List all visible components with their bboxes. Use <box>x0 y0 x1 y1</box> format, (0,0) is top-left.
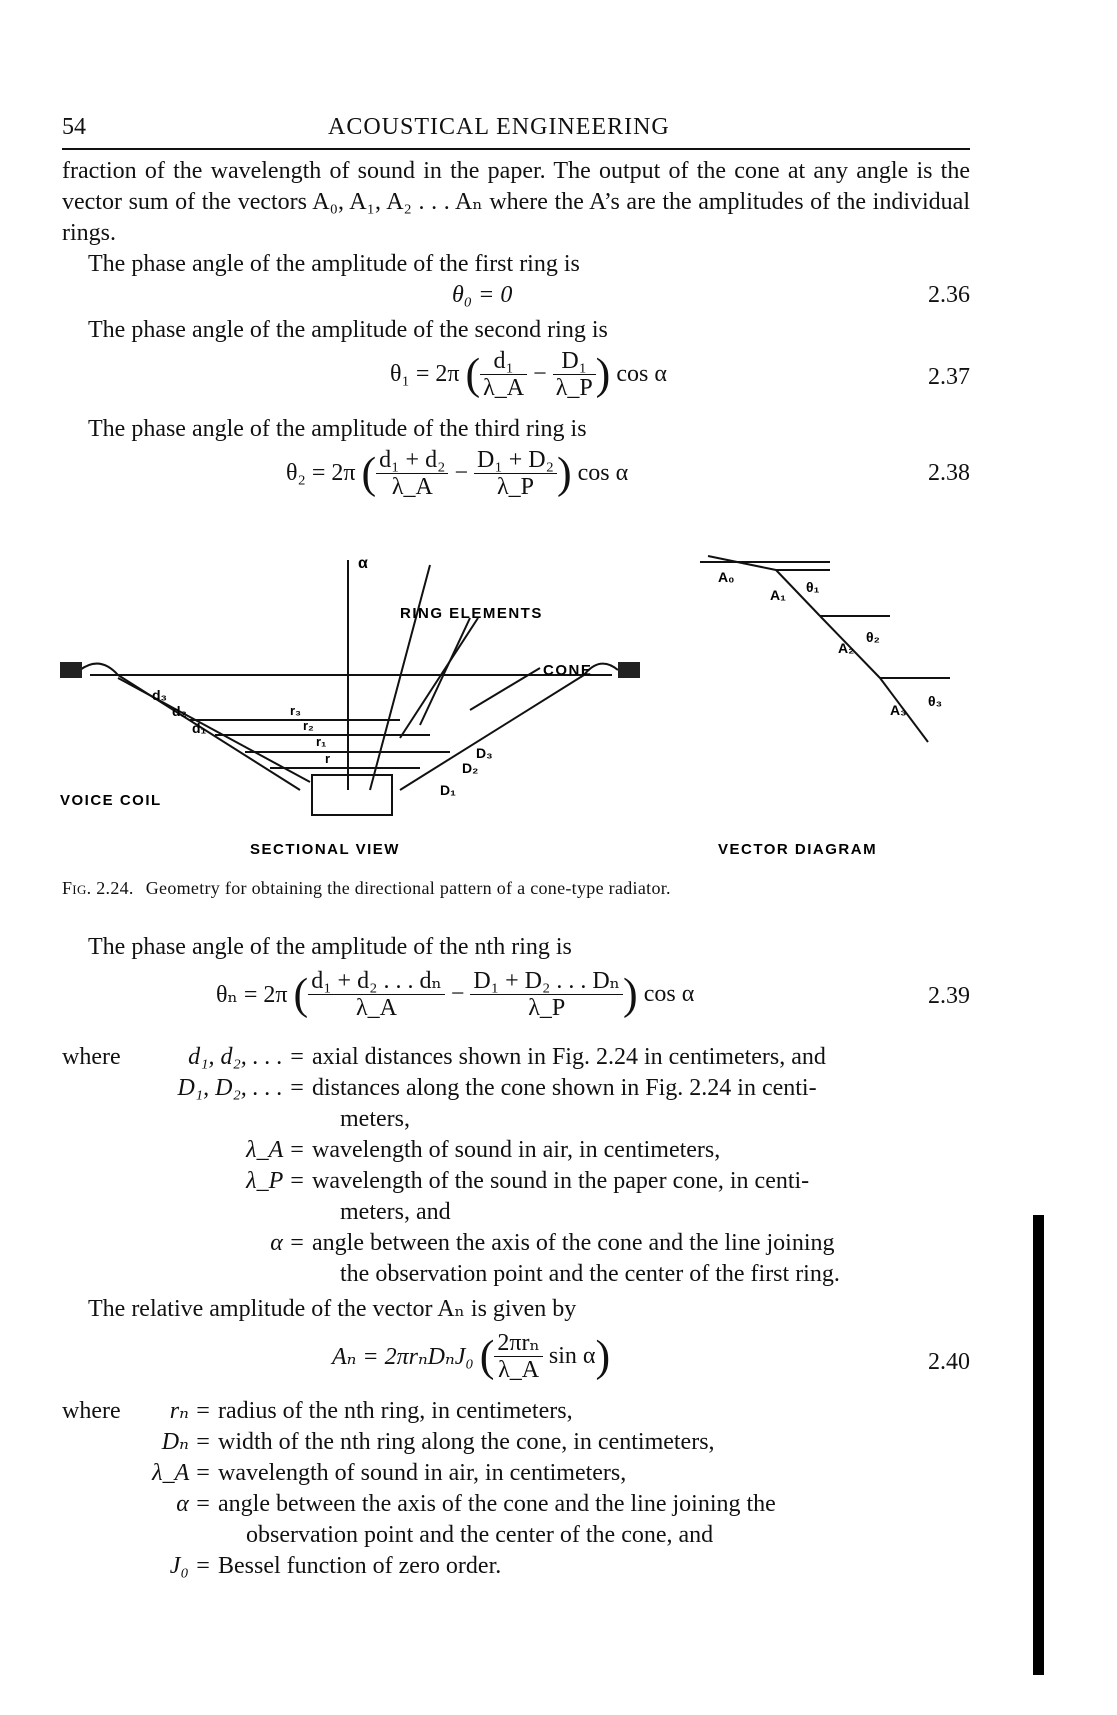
eq-frac-num: D₁ + D₂ <box>474 447 557 474</box>
eq-lhs: θₙ = 2π <box>216 982 288 1008</box>
eq-operator: − <box>533 361 547 387</box>
eq-frac-num: d₁ + d₂ <box>376 447 448 474</box>
D1-label: D₁ <box>440 782 456 798</box>
equation-number-2-40: 2.40 <box>928 1349 970 1375</box>
eq-frac-num: 2πrₙ <box>494 1330 543 1357</box>
definition-text: axial distances shown in Fig. 2.24 in centimeters, and <box>312 1044 826 1070</box>
paragraph-2: The phase angle of the amplitude of the first ring is <box>88 251 580 277</box>
paragraph-1: fraction of the wavelength of sound in the paper. The output of the cone at any angle is the vector sum of the vectors A₀, A₁, A₂ . . . Aₙ where the A’s are the amplitudes of the individual rings. <box>62 158 970 246</box>
caption-text: Geometry for obtaining the directional pattern of a cone-type radiator. <box>145 878 671 898</box>
frame-left <box>60 662 82 678</box>
eq-operator: − <box>454 460 468 486</box>
paragraph-3: The phase angle of the amplitude of the second ring is <box>88 317 608 343</box>
paragraph-4: The phase angle of the amplitude of the third ring is <box>88 416 587 442</box>
definition-text: distances along the cone shown in Fig. 2.24 in centi- <box>312 1075 817 1101</box>
definition-symbol: λ_P = <box>246 1168 305 1194</box>
definition-text: angle between the axis of the cone and the line joining the <box>218 1491 776 1517</box>
vector-diagram-label: VECTOR DIAGRAM <box>718 841 878 858</box>
definition-symbol: d₁, d₂, . . . = <box>188 1044 305 1070</box>
definition-text: angle between the axis of the cone and the line joining <box>312 1230 835 1256</box>
r-label: r <box>325 751 331 766</box>
definition-text: wavelength of sound in air, in centimeters, <box>218 1460 627 1486</box>
d2-label: d₂ <box>172 703 187 719</box>
definition-text: wavelength of the sound in the paper cone, in centi- <box>312 1168 810 1194</box>
voice-coil-label: VOICE COIL <box>60 792 162 809</box>
equation-number-2-38: 2.38 <box>928 460 970 486</box>
r3-label: r₃ <box>290 703 302 718</box>
left-surround <box>80 664 118 675</box>
definition-symbol: α = <box>176 1491 211 1517</box>
eq-frac-den: λ_A <box>356 995 397 1021</box>
definition-text: wavelength of sound in air, in centimeters, <box>312 1137 721 1163</box>
equation-2-36: θ₀ = 0 <box>452 282 513 308</box>
eq-tail: cos α <box>643 981 695 1007</box>
definition-text: meters, <box>340 1106 410 1132</box>
paragraph-5: The phase angle of the amplitude of the nth ring is <box>88 934 572 960</box>
eq-frac-den: λ_P <box>555 375 593 401</box>
eq-frac-num: d₁ <box>480 348 527 375</box>
eq-frac-num: D₁ <box>553 348 596 375</box>
definition-symbol: λ_A = <box>152 1460 211 1486</box>
cone-label: CONE <box>543 662 593 679</box>
D3-label: D₃ <box>476 745 493 761</box>
running-header: ACOUSTICAL ENGINEERING <box>328 114 670 140</box>
equation-number-2-36: 2.36 <box>928 282 970 308</box>
ring-pointer <box>420 618 470 725</box>
d3-label: d₃ <box>152 687 168 703</box>
vector-a0-label: A₀ <box>718 569 735 585</box>
alpha-label: α <box>358 555 368 572</box>
definition-text: Bessel function of zero order. <box>218 1553 502 1579</box>
definition-symbol: λ_A = <box>246 1137 305 1163</box>
eq-frac-num: d₁ + d₂ . . . dₙ <box>308 968 445 995</box>
where-word: where <box>62 1398 121 1424</box>
r1-label: r₁ <box>316 734 327 749</box>
r2-label: r₂ <box>303 718 314 733</box>
frame-right <box>618 662 640 678</box>
eq-tail: cos α <box>577 460 629 486</box>
eq-frac-den: λ_A <box>483 375 525 401</box>
vector-a3-label: A₃ <box>890 702 907 718</box>
equation-number-2-39: 2.39 <box>928 983 970 1009</box>
D2-label: D₂ <box>462 760 479 776</box>
ring-elements-label: RING ELEMENTS <box>400 605 543 622</box>
equation-2-38: θ₂ = 2π ( $\frac{\text{d₁ + d₂}}{\lambda\_A}$ − $\frac{\text{D₁ + D₂}}{\lambda\_P}$ ) cos α <box>286 447 629 500</box>
equation-2-39: θₙ = 2π ( $\frac{\text{d₁ + d₂ . . . dₙ}}{\lambda\_A}$ − $\frac{\text{D₁ + D₂ . . . Dₙ}}{\lambda\_P}$ ) cos α <box>216 968 695 1021</box>
theta1-label: θ₁ <box>806 579 820 595</box>
figure-caption <box>62 878 671 899</box>
eq-frac-den: λ_P <box>528 995 566 1021</box>
eq-frac-den: λ_P <box>496 474 534 500</box>
d1-label: d₁ <box>192 720 207 736</box>
sectional-view-label: SECTIONAL VIEW <box>250 841 400 858</box>
definition-symbol: Dₙ = <box>161 1429 211 1455</box>
vector-a1-label: A₁ <box>770 587 786 603</box>
eq-lhs: θ₁ = 2π <box>390 361 460 387</box>
observation-line <box>370 565 430 790</box>
definition-symbol: rₙ = <box>169 1398 211 1424</box>
eq-lhs: θ₂ = 2π <box>286 460 356 486</box>
definition-text: the observation point and the center of the first ring. <box>340 1261 840 1287</box>
scan-edge-bar <box>1033 1215 1044 1675</box>
cone-wall-right <box>400 675 584 790</box>
page-number: 54 <box>62 114 86 140</box>
figure-2-24 <box>0 520 1117 860</box>
equation-number-2-37: 2.37 <box>928 364 970 390</box>
theta3-label: θ₃ <box>928 693 943 709</box>
definition-text: width of the nth ring along the cone, in centimeters, <box>218 1429 715 1455</box>
definition-text: radius of the nth ring, in centimeters, <box>218 1398 573 1424</box>
eq-tail: cos α <box>616 361 667 387</box>
definition-symbol: J₀ = <box>169 1553 211 1579</box>
equation-2-37: θ₁ = 2π ( $\frac{\text{d₁}}{\lambda\_A}$ − $\frac{\text{D₁}}{\lambda\_P}$ ) cos α <box>390 348 667 401</box>
eq-operator: − <box>450 981 465 1007</box>
eq-lhs: Aₙ = 2πrₙDₙJ₀ <box>332 1344 474 1370</box>
vector-a2-label: A₂ <box>838 640 855 656</box>
definition-symbol: D₁, D₂, . . . = <box>177 1075 305 1101</box>
where-word: where <box>62 1044 121 1070</box>
cone-wall-left-inner <box>118 678 310 782</box>
eq-frac-num: D₁ + D₂ . . . Dₙ <box>470 968 623 995</box>
caption-label: Fig. 2.24. <box>62 878 134 898</box>
eq-frac-den: λ_A <box>498 1357 540 1383</box>
eq-tail: sin α <box>548 1343 596 1369</box>
paragraph-6: The relative amplitude of the vector Aₙ is given by <box>88 1296 577 1322</box>
definition-text: meters, and <box>340 1199 451 1225</box>
voice-coil <box>312 775 392 815</box>
equation-2-40: Aₙ = 2πrₙDₙJ₀ ( $\frac{\text{2πrₙ}}{\lambda\_A}$ sin α) <box>332 1330 611 1383</box>
definition-text: observation point and the center of the cone, and <box>246 1522 714 1548</box>
theta2-label: θ₂ <box>866 629 880 645</box>
definition-symbol: α = <box>270 1230 305 1256</box>
eq-frac-den: λ_A <box>391 474 433 500</box>
header-rule <box>62 148 970 150</box>
